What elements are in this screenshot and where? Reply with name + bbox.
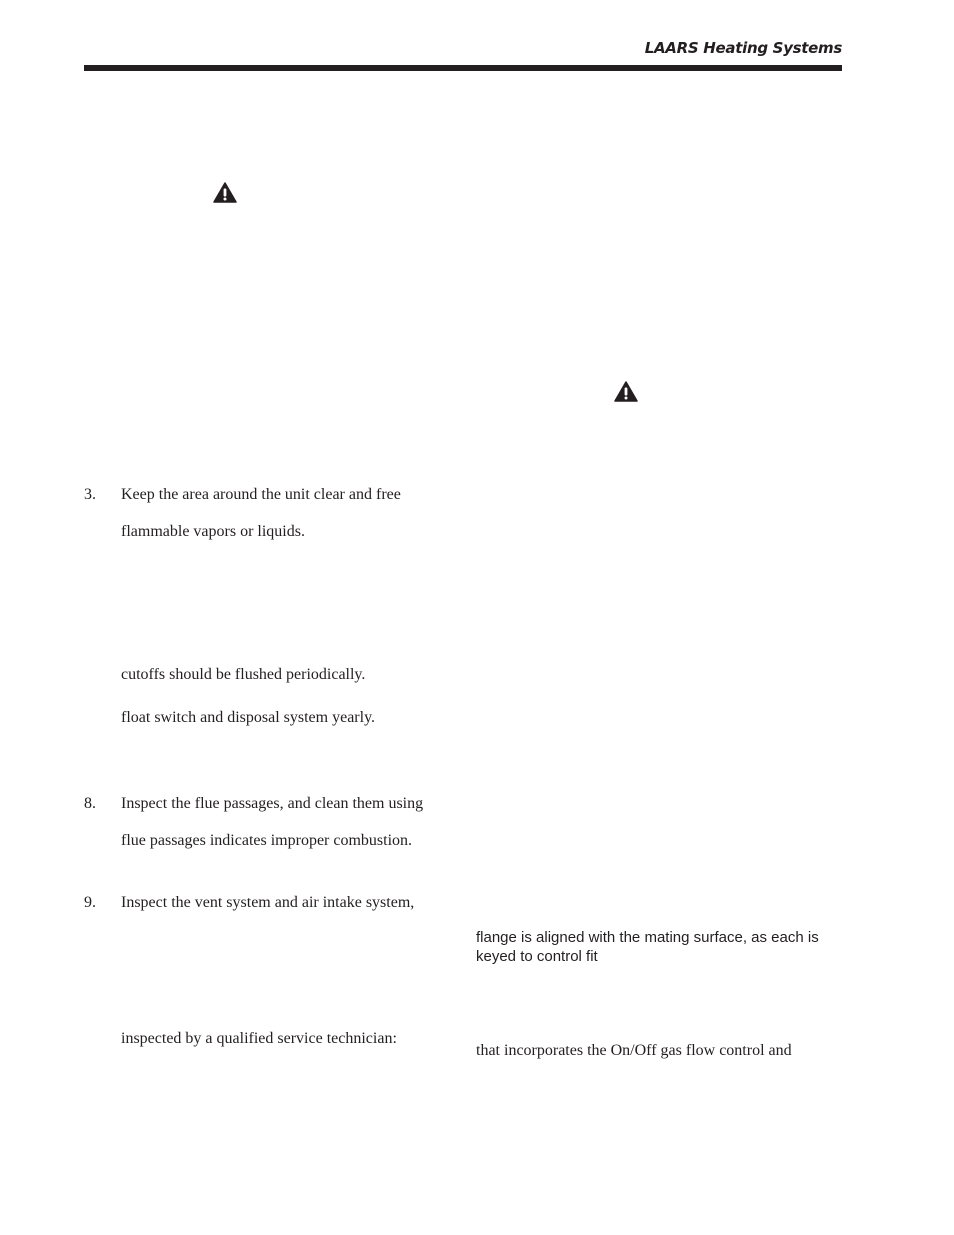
flange-line-1: flange is aligned with the mating surface, as each is <box>476 929 819 946</box>
gas-flow-line: that incorporates the On/Off gas flow control and <box>476 1042 792 1059</box>
float-switch-line: float switch and disposal system yearly. <box>121 709 376 726</box>
item-3-line-2: flammable vapors or liquids. <box>121 523 305 540</box>
inspected-line: inspected by a qualified service technician: <box>121 1030 397 1047</box>
item-3-line-1: Keep the area around the unit clear and free <box>121 486 401 503</box>
item-9-number: 9. <box>84 894 96 911</box>
warning-triangle-icon <box>614 381 638 402</box>
cutoffs-line: cutoffs should be flushed periodically. <box>121 666 366 683</box>
header-rule <box>84 65 842 71</box>
item-3-number: 3. <box>84 486 96 503</box>
header-brand: LAARS Heating Systems <box>644 39 842 57</box>
warning-triangle-icon <box>213 182 237 203</box>
item-9-line-1: Inspect the vent system and air intake system, <box>121 894 415 911</box>
flange-line-2: keyed to control fit <box>476 948 598 965</box>
item-8-line-2: flue passages indicates improper combustion. <box>121 832 413 849</box>
item-8-line-1: Inspect the flue passages, and clean them using <box>121 795 424 812</box>
item-8-number: 8. <box>84 795 96 812</box>
